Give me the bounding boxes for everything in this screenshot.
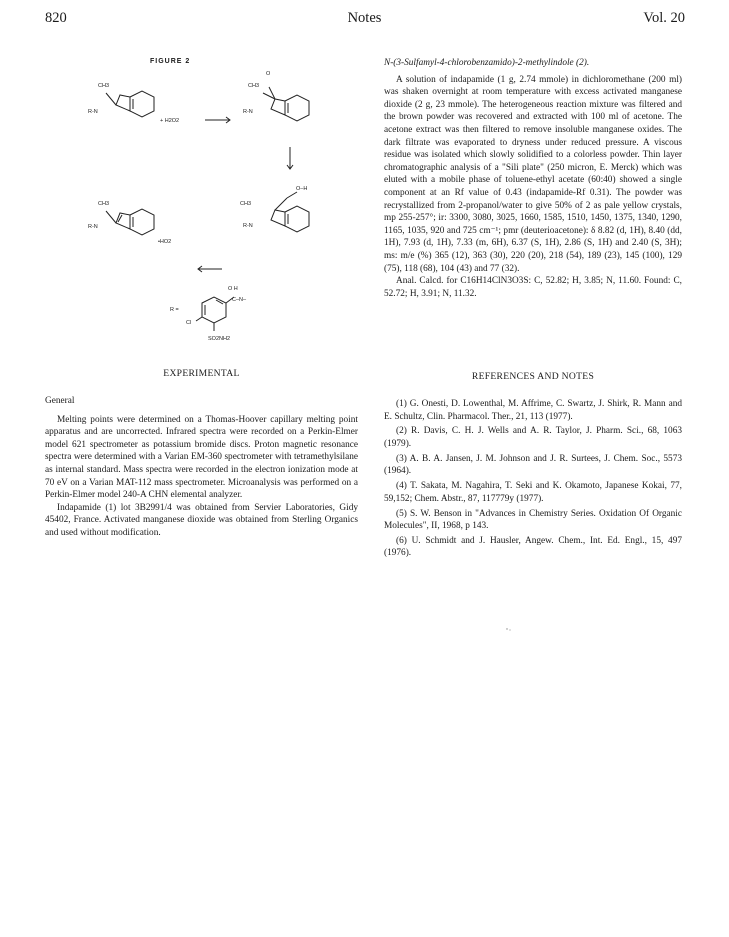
elemental-analysis: Anal. Calcd. for C16H14ClN3O3S: C, 52.82; H, 3.85; N, 11.60. Found: C, 52.72; H, 3.91; N, 11.32. [384,276,682,299]
ch3-label-1: CH3 [98,83,110,89]
synthesis-paragraph: A solution of indapamide (1 g, 2.74 mmole) in dichloromethane (200 ml) was shaken overnight at room temperature with excess activated manganese dioxide (2 g, 23 mmole). The heterogeneous reaction mixture was filtered and the brown powder was recovered and extracted with 100 ml of acetone. The acetone extract was then filtered to remove insoluble manganese oxides. The dark filtrate was evaporated to dryness under reduced pressure. A viscous residue was isolated which slowly solidified to a colorless powder. Thin layer chromatographic analysis of a "Sili plate" (250 micron, E. Merck) which was eluted with a mobile phase of toluene-ethyl acetate (60:40) showed a single component at an Rf value of 0.43 (indapamide-Rf 0.31). The powder was recrystallized from 2-propanol/water to give 50% of 2 as pale yellow crystals, mp 255-257°; ir: 3300, 3080, 3025, 1660, 1585, 1510, 1450, 1375, 1340, 1290, 1165, 1035, 920 and 725 cm⁻¹; pmr (deuterioacetone): δ 8.82 (d, 1H), 8.40 (dd, 1H), 7.93 (d, 1H), 7.33 (m, 6H), 6.37 (S, 1H), 2.86 (S, 1H) and 2.40 (S, 3H); ms: m/e (%) 365 (12), 363 (30), 220 (20), 218 (54), 189 (23), 145 (100), 129 (75), 118 (68), 104 (43) and 77 (32). [384,74,682,274]
references-list [384,398,682,562]
o-label-2: O [266,71,271,77]
cn-label: C–N– [232,297,247,303]
general-subheading: General [45,396,75,406]
r-group-benzene [196,297,234,331]
indole-structure-4 [106,209,154,235]
rn-label-1: R-N [88,109,98,115]
reference-item: (4) T. Sakata, M. Nagahira, T. Seki and K. Okamoto, Japanese Kokai, 77, 59,152; Chem. Abstr., 87, 117779y (1977). [384,481,682,504]
synthesis-section [384,57,682,300]
reaction-scheme-figure [60,65,360,360]
indoline-structure-2 [263,87,309,121]
reference-item: (6) U. Schmidt and J. Hausler, Angew. Chem., Int. Ed. Engl., 15, 497 (1976). [384,535,682,559]
rn-label-4: R-N [88,224,98,230]
rn-label-2: R-N [243,109,253,115]
rn-label-3: R-N [243,223,253,229]
page-number: 820 [45,10,67,26]
volume-label: Vol. 20 [643,10,685,26]
oh-label-3: O–H [296,186,308,192]
experimental-section [45,395,358,540]
cl-label: Cl [186,320,192,326]
figure-label: FIGURE 2 [150,58,191,65]
experimental-heading: EXPERIMENTAL [163,368,240,379]
r-equals-label: R = [170,307,179,313]
indoline-structure-1 [106,91,154,117]
so2nh2-label: SO2NH2 [208,336,231,342]
reference-item: (3) A. B. A. Jansen, J. M. Johnson and J. R. Surtees, J. Chem. Soc., 5573 (1964). [384,453,682,477]
oh-top-label: O H [228,286,238,292]
experimental-paragraph-1: Melting points were determined on a Thomas-Hoover capillary melting point apparatus and are uncorrected. Infrared spectra were recorded on a Perkin-Elmer model 621 spectrometer as potassium bromide discs. Proton magnetic resonance spectra were determined with a Varian EM-360 spectrometer with tetramethylsilane as internal standard. Mass spectra were recorded in the electron ionization mode at 70 eV on a Varian MAT-112 mass spectrometer. Microanalysis was performed on a Perkin-Elmer model 240-A CHN elemental analyzer. [45,414,358,501]
indoline-structure-3 [271,192,309,232]
ho2-label: •HO2 [158,239,172,245]
references-heading: REFERENCES AND NOTES [471,371,595,382]
compound-title: N-(3-Sulfamyl-4-chlorobenzamido)-2-methylindole (2). [384,58,590,68]
reference-item: (2) R. Davis, C. H. J. Wells and A. R. Taylor, J. Pharm. Sci., 68, 1063 (1979). [384,426,682,449]
reference-item: (1) G. Onesti, D. Lowenthal, M. Affrime, C. Swartz, J. Shirk, R. Mann and E. Schultz, Clin. Pharmacol. Ther., 21, 113 (1977). [384,399,682,422]
ch3-label-2: CH3 [248,83,260,89]
scan-speck [506,628,512,631]
h2o2-label: + H2O2 [160,118,180,124]
ch3-label-3: CH3 [240,201,252,207]
ch3-label-4: CH3 [98,201,110,207]
reference-item: (5) S. W. Benson in "Advances in Chemistry Series. Oxidation Of Organic Molecules", II, 1968, p 143. [384,508,682,532]
experimental-paragraph-2: Indapamide (1) lot 3B2991/4 was obtained from Servier Laboratories, Gidy 45402, France. Activated manganese dioxide was obtained from Sterling Organics and used without modification. [45,502,358,538]
running-title: Notes [347,10,382,26]
